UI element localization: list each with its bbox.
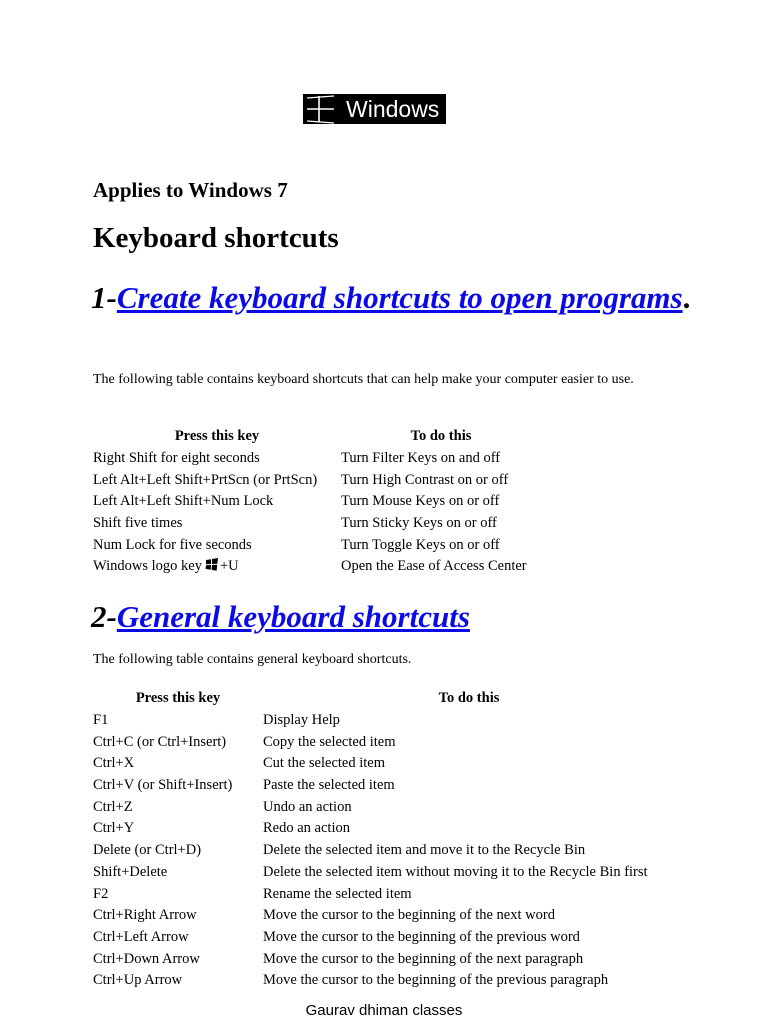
table-row [93,469,541,491]
table-row [93,862,675,884]
table-row [93,796,675,818]
section-1-suffix: . [682,280,691,315]
section-1-link[interactable]: Create keyboard shortcuts to open programs [116,280,683,315]
logo-text: Windows [346,96,440,122]
shortcut-key: Ctrl+Z [93,798,133,815]
windows-key-label: Windows logo key [93,558,202,575]
shortcut-key: Delete (or Ctrl+D) [93,842,202,859]
footer-credit: Gaurav dhiman classes [305,1002,463,1019]
shortcut-key: Left Alt+Left Shift+Num Lock [93,493,274,510]
shortcut-action: Delete the selected item and move it to the Recycle Bin [263,842,586,859]
section-2-heading [91,597,470,636]
shortcut-action: Cut the selected item [263,755,386,772]
shortcut-action: Open the Ease of Access Center [341,558,527,575]
shortcut-key: Ctrl+C (or Ctrl+Insert) [93,733,227,750]
shortcut-action: Rename the selected item [263,885,412,902]
table-row [93,775,675,797]
column-header-action: To do this [410,428,472,445]
shortcut-action: Turn Mouse Keys on or off [341,493,500,510]
shortcut-action: Move the cursor to the beginning of the previous word [263,928,580,945]
table-row [93,491,541,513]
section-2-intro: The following table contains general keyboard shortcuts. [93,652,412,667]
shortcut-key: Ctrl+Left Arrow [93,928,189,945]
shortcut-key: Ctrl+Up Arrow [93,972,183,989]
section-1-intro: The following table contains keyboard shortcuts that can help make your computer easier to use. [93,372,634,387]
shortcut-key: Ctrl+Right Arrow [93,907,197,924]
shortcut-key: F1 [93,712,109,729]
shortcut-action: Display Help [263,712,340,729]
shortcut-key: Left Alt+Left Shift+PrtScn (or PrtScn) [93,471,318,488]
page-title: Keyboard shortcuts [93,222,339,254]
shortcut-action: Move the cursor to the beginning of the next paragraph [263,950,584,967]
shortcut-action: Turn Toggle Keys on or off [341,536,500,553]
accessibility-shortcuts-table [93,426,541,578]
shortcut-key: Ctrl+Down Arrow [93,950,200,967]
table-row [93,731,675,753]
general-shortcuts-table [93,688,675,992]
column-header-action: To do this [438,690,500,707]
shortcut-key: Ctrl+V (or Shift+Insert) [93,777,233,794]
windows-logo-icon [205,558,219,571]
applies-to-heading: Applies to Windows 7 [93,178,288,202]
table-row [93,905,675,927]
shortcut-key: Ctrl+X [93,755,135,772]
table-row [93,556,541,578]
windows-flag-icon [305,94,336,124]
table-header-row [93,688,675,710]
table-row [93,970,675,992]
table-row [93,883,675,905]
section-2-link[interactable]: General keyboard shortcuts [116,599,470,634]
shortcut-key: Shift+Delete [93,863,168,880]
table-row [93,927,675,949]
table-row [93,818,675,840]
shortcut-action: Move the cursor to the beginning of the previous paragraph [263,972,609,989]
shortcut-action: Turn Sticky Keys on or off [341,515,497,532]
shortcut-action: Paste the selected item [263,777,395,794]
column-header-key: Press this key [135,690,221,707]
section-1-heading [91,278,691,317]
section-2-number: 2- [91,599,117,634]
table-row [93,534,541,556]
section-1-number: 1- [91,280,117,315]
windows-key-suffix: +U [219,558,239,575]
shortcut-key: Num Lock for five seconds [93,536,252,553]
table-row [93,710,675,732]
shortcut-action: Turn High Contrast on or off [341,471,509,488]
shortcut-action: Delete the selected item without moving it to the Recycle Bin first [263,863,648,880]
shortcut-key [93,556,341,578]
column-header-key: Press this key [174,428,260,445]
shortcut-action: Move the cursor to the beginning of the next word [263,907,555,924]
table-row [93,448,541,470]
table-header-row [93,426,541,448]
table-row [93,513,541,535]
shortcut-action: Redo an action [263,820,350,837]
table-row [93,948,675,970]
shortcut-key: Shift five times [93,515,183,532]
shortcut-action: Turn Filter Keys on and off [341,450,501,467]
shortcut-key: Right Shift for eight seconds [93,450,260,467]
table-row [93,840,675,862]
shortcut-key: F2 [93,885,109,902]
shortcut-action: Copy the selected item [263,733,396,750]
table-row [93,753,675,775]
shortcut-key: Ctrl+Y [93,820,135,837]
windows-logo [303,94,446,124]
shortcut-action: Undo an action [263,798,352,815]
